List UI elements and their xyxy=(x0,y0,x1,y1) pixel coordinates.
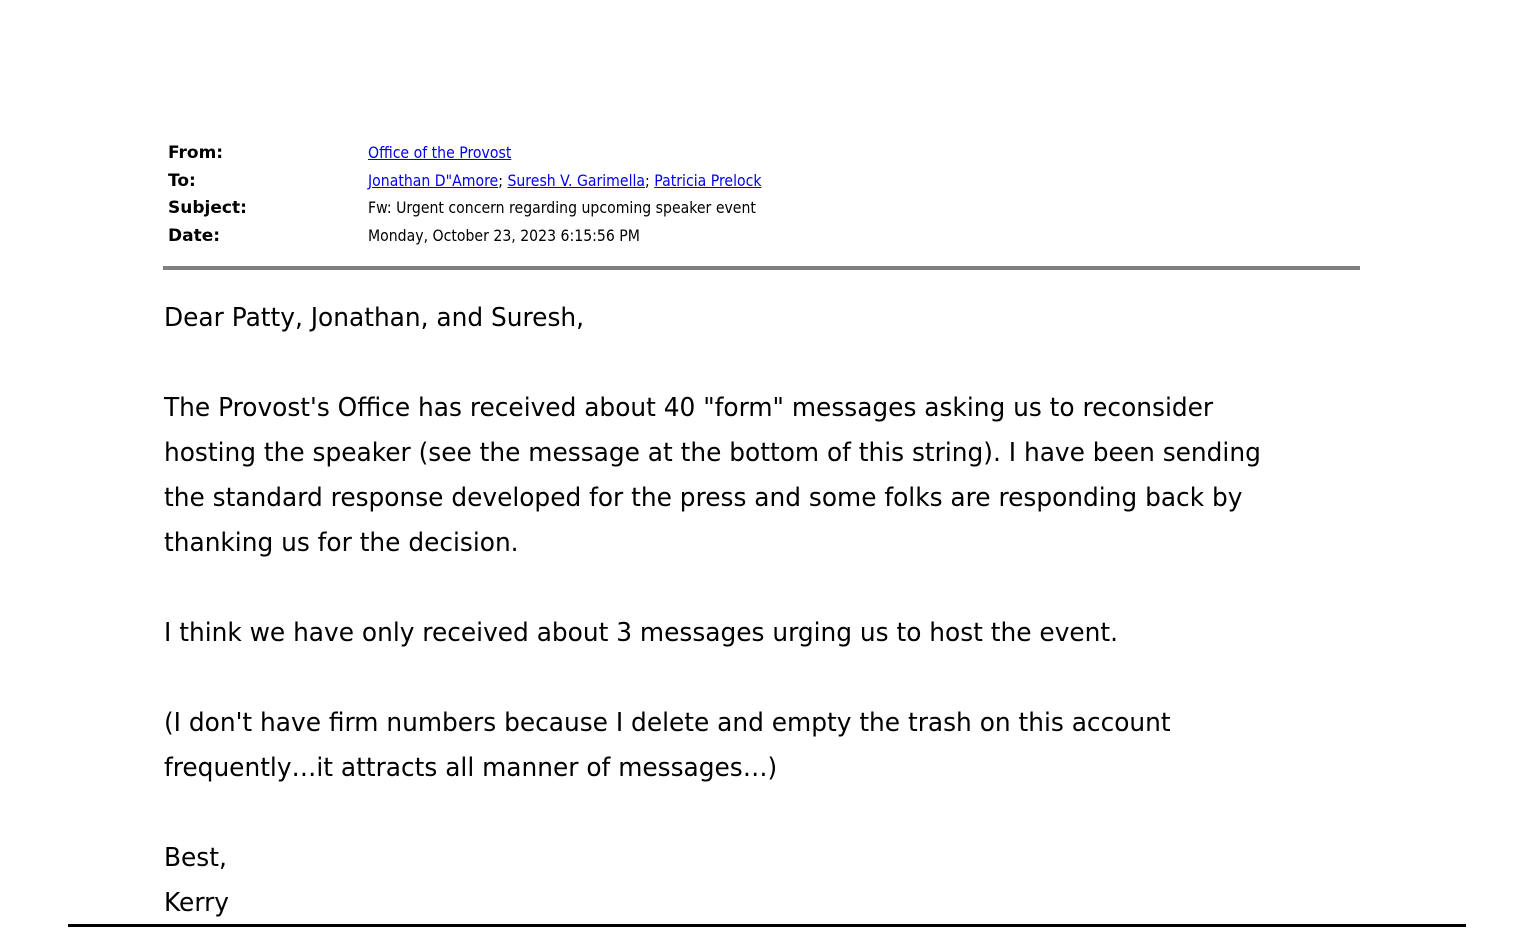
email-header xyxy=(168,142,1360,252)
from-label: From: xyxy=(168,143,224,163)
signature: Kerry xyxy=(164,888,229,918)
from-link[interactable]: Office of the Provost xyxy=(368,143,512,162)
paragraph-line: thanking us for the decision. xyxy=(164,528,519,558)
from-value xyxy=(368,142,511,170)
subject-value: Fw: Urgent concern regarding upcoming speaker event xyxy=(368,198,756,217)
recipient-link[interactable]: Suresh V. Garimella xyxy=(507,170,646,190)
recipient-separator: ; xyxy=(645,170,655,190)
subject-row xyxy=(168,197,1360,225)
paragraph-1 xyxy=(164,386,1310,566)
recipient-separator: ; xyxy=(498,170,508,190)
paragraph-line: (I don't have firm numbers because I delete and empty the trash on this account xyxy=(164,708,1171,738)
to-value xyxy=(368,170,762,198)
paragraph-line: the standard response developed for the press and some folks are responding back by xyxy=(164,483,1243,513)
paragraph-line: frequently…it attracts all manner of messages…) xyxy=(164,753,778,783)
recipient-link[interactable]: Jonathan D"Amore xyxy=(368,170,499,190)
page-bottom-rule xyxy=(68,924,1466,927)
signoff xyxy=(164,836,1310,926)
from-row xyxy=(168,142,1360,170)
email-body xyxy=(164,296,1364,926)
header-divider xyxy=(163,266,1360,270)
closing: Best, xyxy=(164,843,227,873)
paragraph-3 xyxy=(164,701,1310,791)
paragraph-2: I think we have only received about 3 messages urging us to host the event. xyxy=(164,618,1119,648)
recipient-link[interactable]: Patricia Prelock xyxy=(654,170,762,190)
to-row xyxy=(168,170,1360,198)
subject-label: Subject: xyxy=(168,198,247,218)
to-label: To: xyxy=(168,170,196,191)
paragraph-line: hosting the speaker (see the message at the bottom of this string). I have been sending xyxy=(164,438,1261,468)
greeting: Dear Patty, Jonathan, and Suresh, xyxy=(164,303,585,333)
date-label: Date: xyxy=(168,225,221,246)
date-value: Monday, October 23, 2023 6:15:56 PM xyxy=(368,225,640,245)
date-row xyxy=(168,225,1360,253)
paragraph-line: The Provost's Office has received about 40 "form" messages asking us to reconsider xyxy=(164,393,1214,423)
